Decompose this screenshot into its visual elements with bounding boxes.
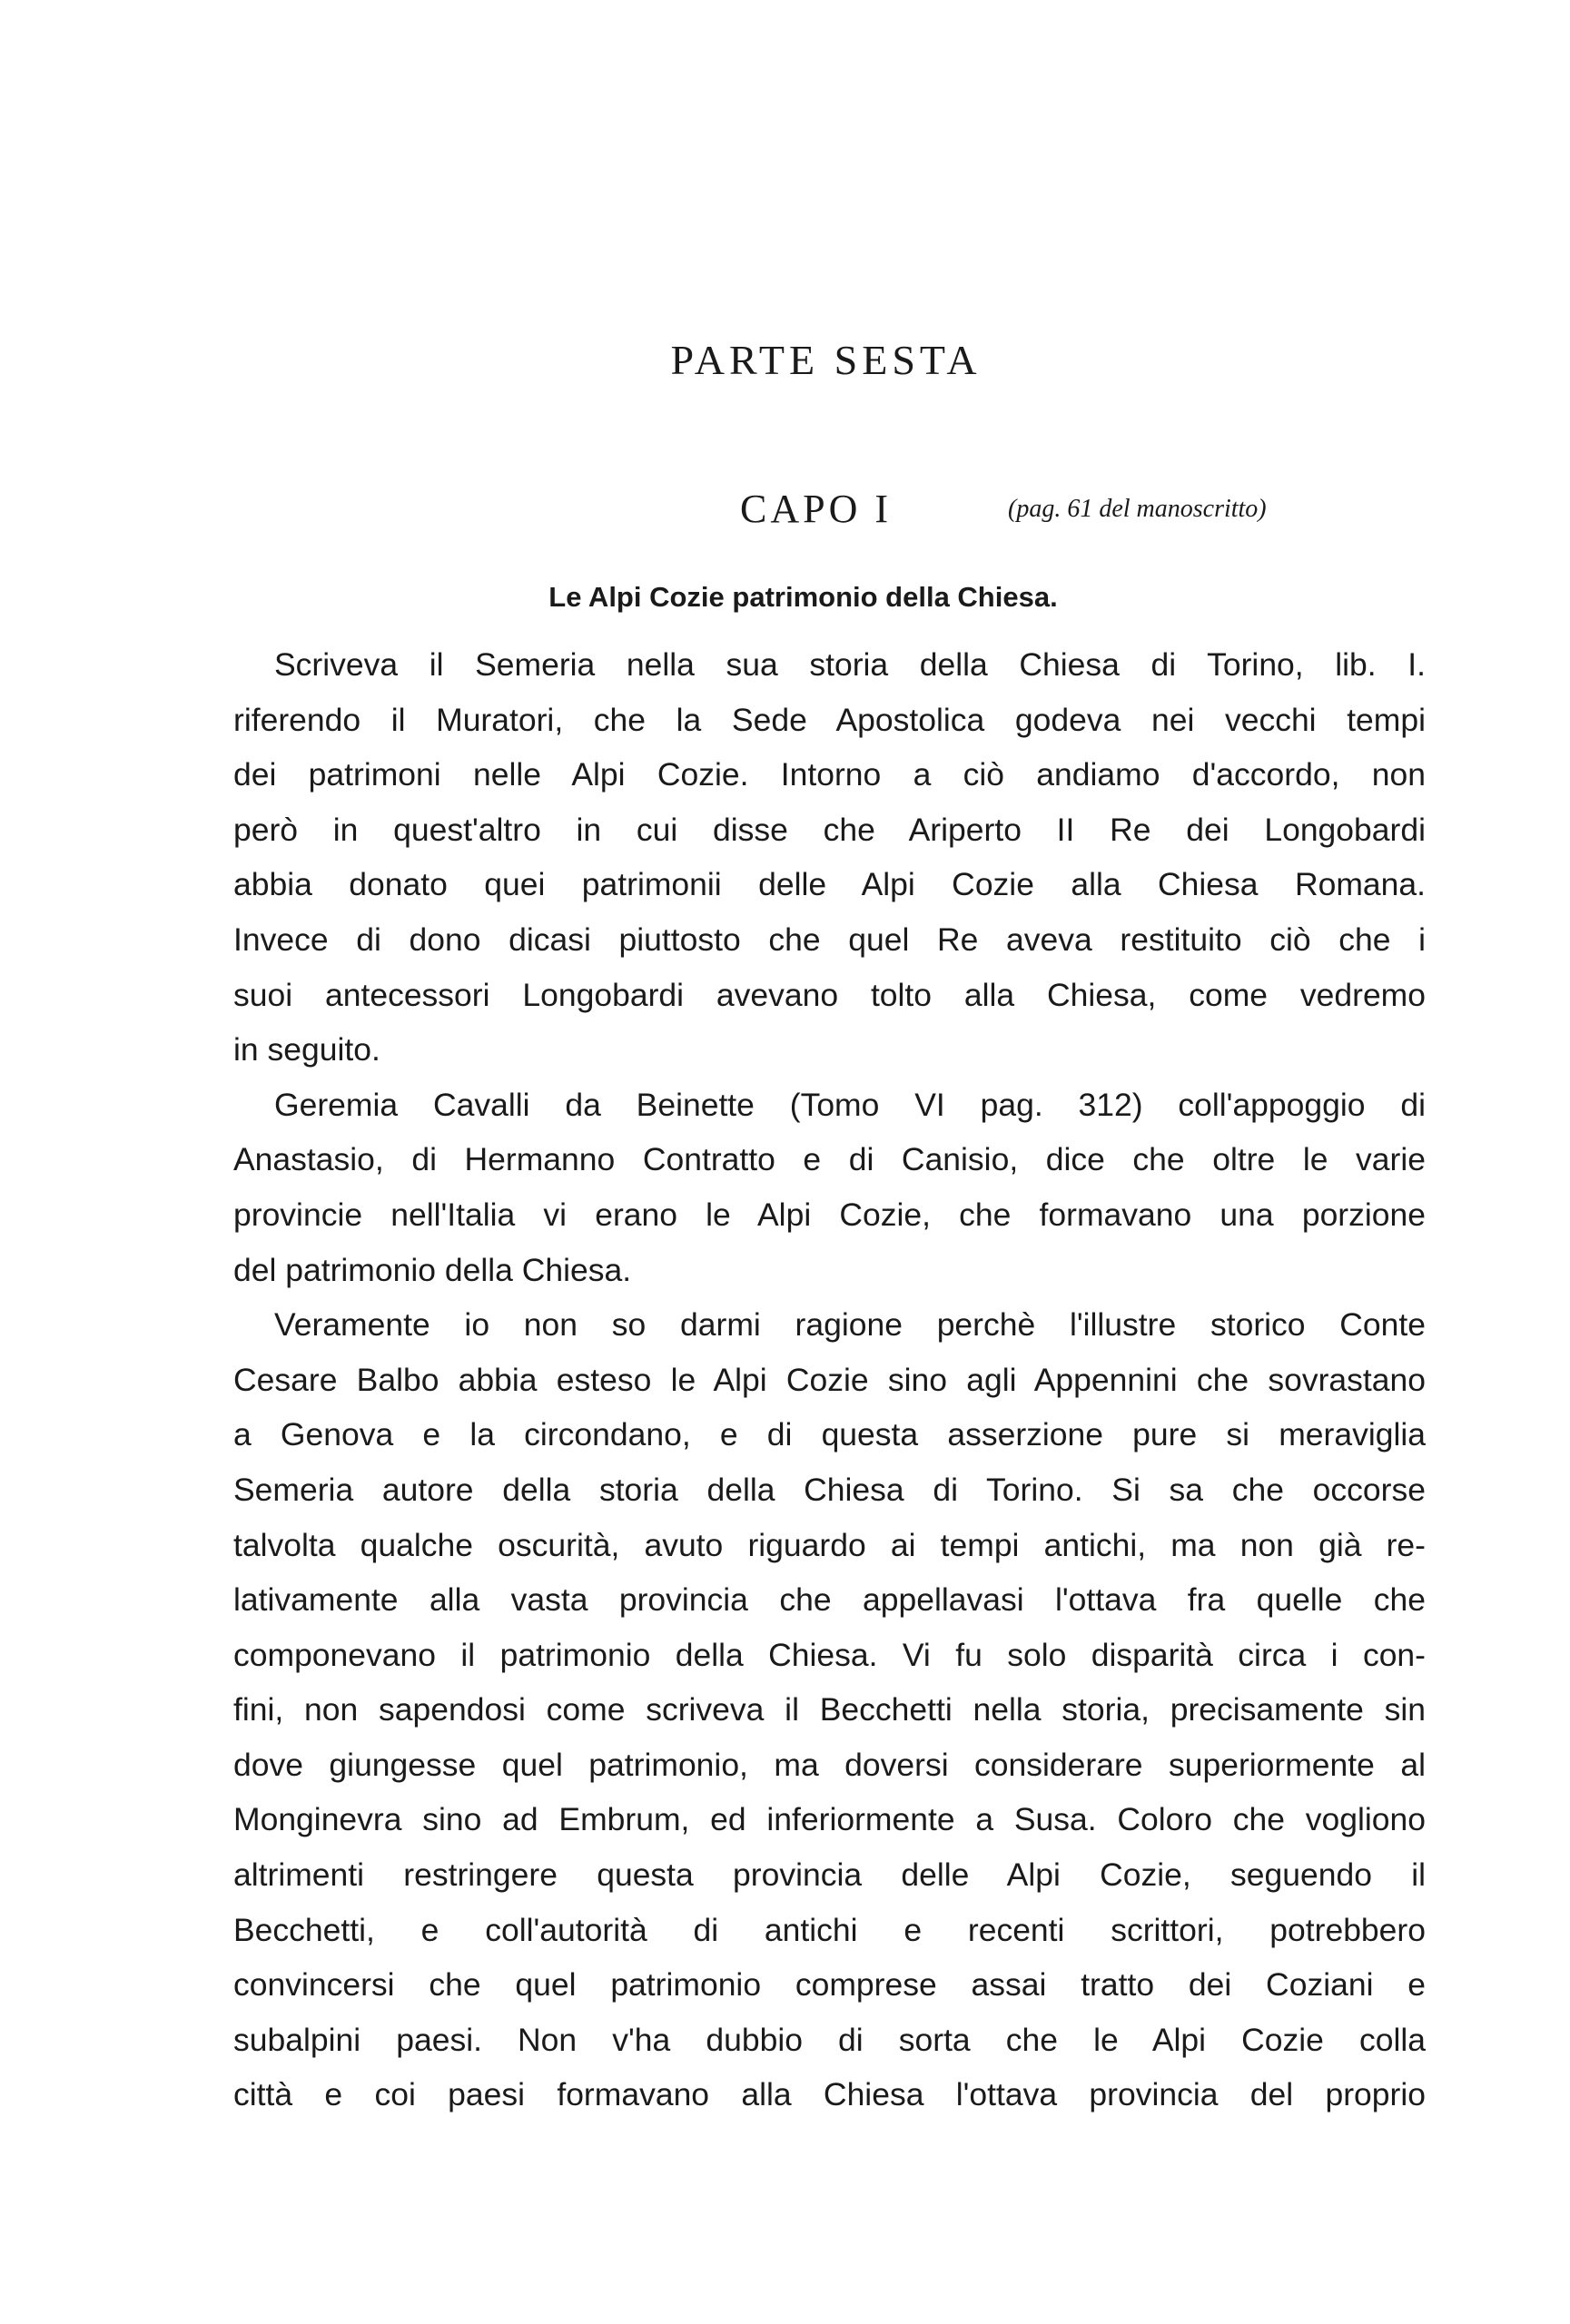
text-line: Monginevra sino ad Embrum, ed inferiormente a Susa. Coloro che vogliono xyxy=(233,1801,1426,1838)
text-line: Geremia Cavalli da Beinette (Tomo VI pag. 312) coll'appoggio di xyxy=(274,1086,1426,1123)
text-line: del patrimonio della Chiesa. xyxy=(233,1251,632,1288)
text-line: Scriveva il Semeria nella sua storia della Chiesa di Torino, lib. I. xyxy=(274,646,1426,683)
text-line: talvolta qualche oscurità, avuto riguardo ai tempi antichi, ma non già re- xyxy=(233,1526,1426,1563)
text-line: componevano il patrimonio della Chiesa. Vi fu solo disparità circa i con- xyxy=(233,1636,1426,1673)
text-line: Veramente io non so darmi ragione perchè l'illustre storico Conte xyxy=(274,1306,1426,1344)
text-line: Semeria autore della storia della Chiesa di Torino. Si sa che occorse xyxy=(233,1471,1426,1508)
text-line: Anastasio, di Hermanno Contratto e di Canisio, dice che oltre le varie xyxy=(233,1141,1426,1178)
text-line: lativamente alla vasta provincia che appellavasi l'ottava fra quelle che xyxy=(233,1581,1426,1619)
chapter-heading xyxy=(0,486,1570,540)
text-line: fini, non sapendosi come scriveva il Becchetti nella storia, precisamente sin xyxy=(233,1691,1426,1728)
text-line: dei patrimoni nelle Alpi Cozie. Intorno a ciò andiamo d'accordo, non xyxy=(233,756,1426,793)
text-line: in seguito. xyxy=(233,1031,380,1068)
section-title: Le Alpi Cozie patrimonio della Chiesa. xyxy=(548,581,1058,613)
text-line: dove giungesse quel patrimonio, ma doversi considerare superiormente al xyxy=(233,1746,1426,1783)
text-line: suoi antecessori Longobardi avevano tolto alla Chiesa, come vedremo xyxy=(233,976,1426,1013)
text-line: a Genova e la circondano, e di questa asserzione pure si meraviglia xyxy=(233,1416,1426,1453)
text-line: Becchetti, e coll'autorità di antichi e recenti scrittori, potrebbero xyxy=(233,1911,1426,1948)
text-line: però in quest'altro in cui disse che Ariperto II Re dei Longobardi xyxy=(233,811,1426,848)
text-line: città e coi paesi formavano alla Chiesa l'ottava provincia del proprio xyxy=(233,2076,1426,2113)
text-line: abbia donato quei patrimonii delle Alpi Cozie alla Chiesa Romana. xyxy=(233,866,1426,903)
manuscript-page-reference: (pag. 61 del manoscritto) xyxy=(1008,495,1267,523)
text-line: riferendo il Muratori, che la Sede Apostolica godeva nei vecchi tempi xyxy=(233,701,1426,738)
text-line: Cesare Balbo abbia esteso le Alpi Cozie sino agli Appennini che sovrastano xyxy=(233,1361,1426,1398)
part-title: PARTE SESTA xyxy=(670,337,982,383)
body-text xyxy=(233,637,1426,2122)
chapter-title: CAPO I xyxy=(740,487,893,531)
text-line: provincie nell'Italia vi erano le Alpi Cozie, che formavano una porzione xyxy=(233,1196,1426,1233)
text-line: subalpini paesi. Non v'ha dubbio di sorta che le Alpi Cozie colla xyxy=(233,2021,1426,2058)
text-line: Invece di dono dicasi piuttosto che quel Re aveva restituito ciò che i xyxy=(233,921,1426,958)
text-line: altrimenti restringere questa provincia delle Alpi Cozie, seguendo il xyxy=(233,1856,1426,1894)
text-line: convincersi che quel patrimonio comprese assai tratto dei Coziani e xyxy=(233,1966,1426,2004)
